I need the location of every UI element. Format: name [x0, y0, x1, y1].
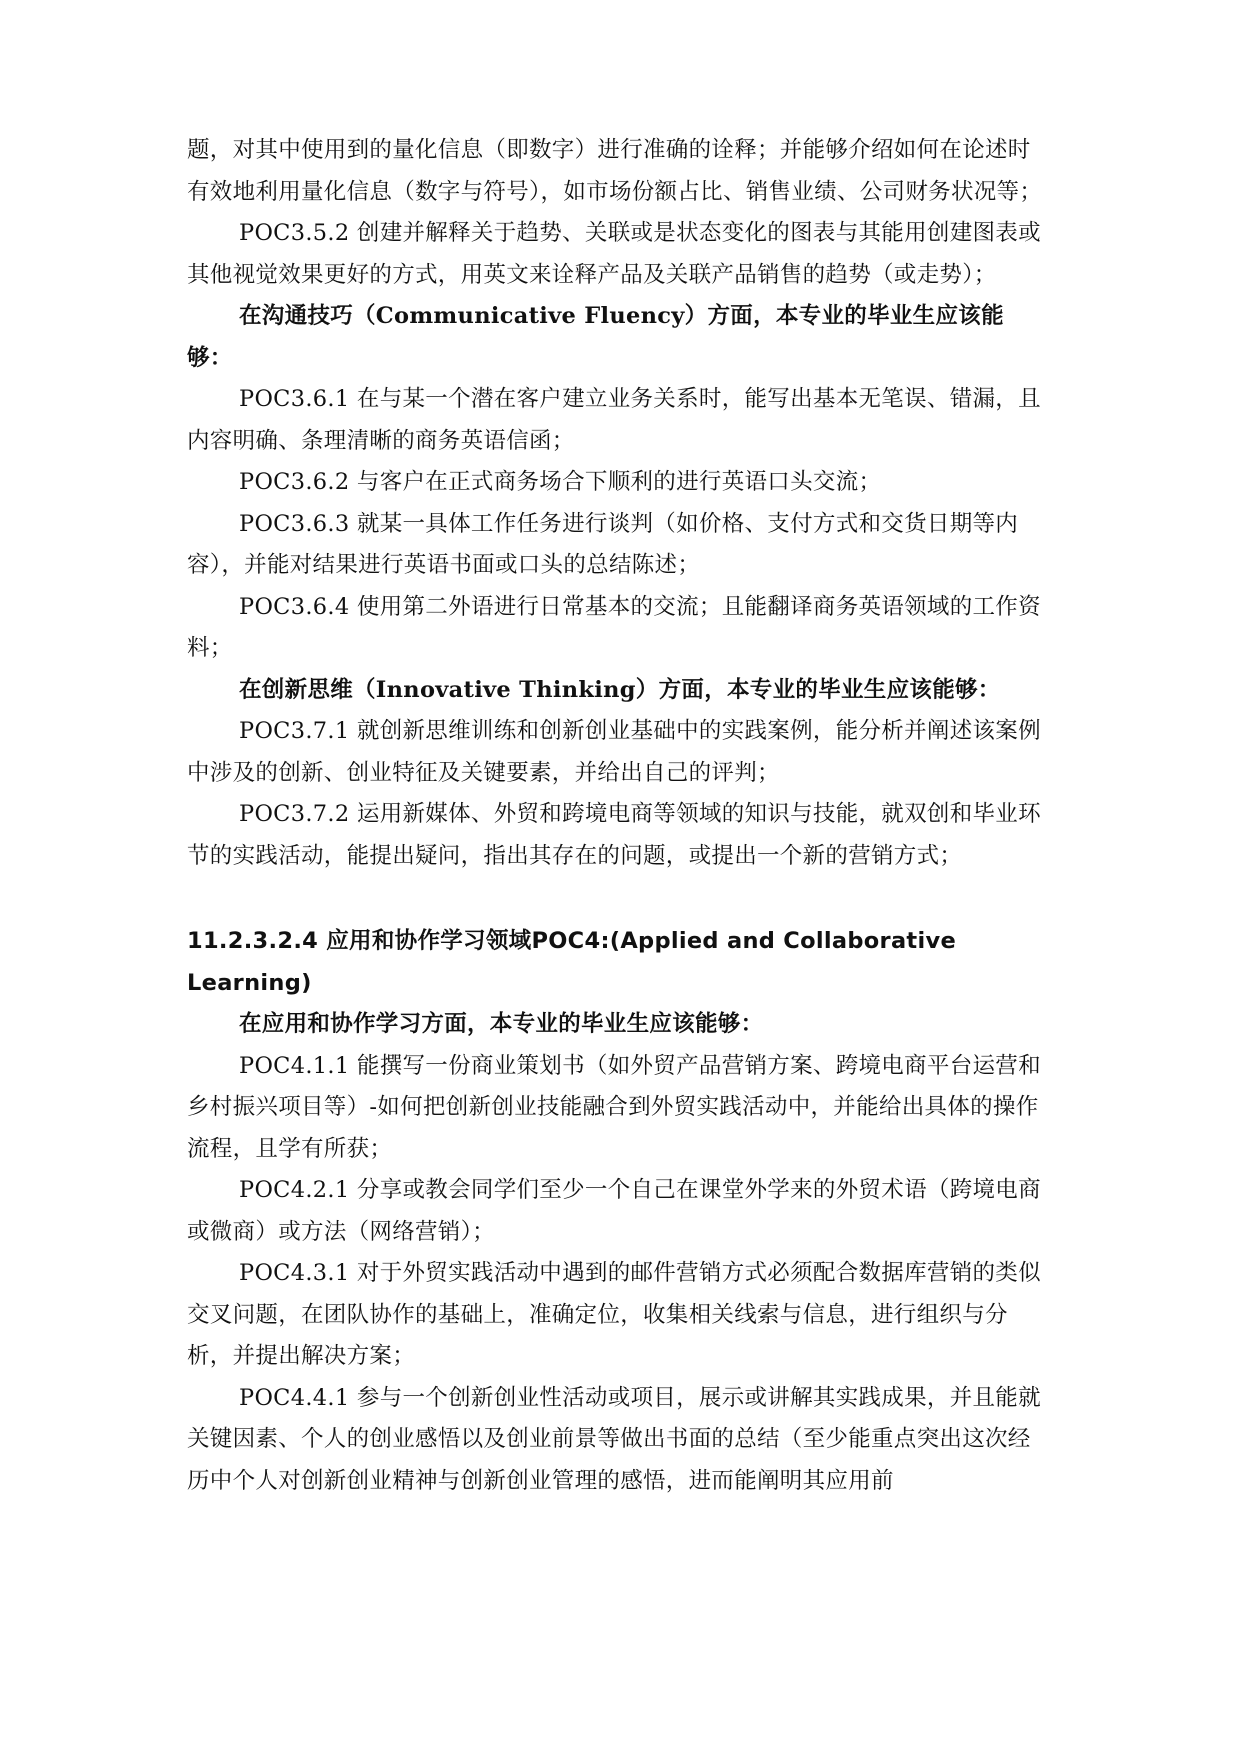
subsection-heading: 在应用和协作学习方面，本专业的毕业生应该能够：: [239, 1011, 764, 1037]
subsection-heading: 在创新思维（Innovative Thinking）方面，本专业的毕业生应该能够：: [239, 676, 1001, 703]
paragraph: POC3.7.2 运用新媒体、外贸和跨境电商等领域的知识与技能，就双创和毕业环节的实践活动，能提出疑问，指出其存在的问题，或提出一个新的营销方式；: [187, 801, 1041, 869]
paragraph: POC3.6.4 使用第二外语进行日常基本的交流；且能翻译商务英语领域的工作资料；: [187, 593, 1041, 661]
paragraph: POC3.5.2 创建并解释关于趋势、关联或是状态变化的图表与其能用创建图表或其他视觉效果更好的方式，用英文来诠释产品及关联产品销售的趋势（或走势）；: [187, 220, 1041, 288]
paragraph: 题，对其中使用到的量化信息（即数字）进行准确的诠释；并能够介绍如何在论述时有效地利用量化信息（数字与符号），如市场份额占比、销售业绩、公司财务状况等；: [187, 137, 1043, 205]
paragraph: POC3.6.2 与客户在正式商务场合下顺利的进行英语口头交流；: [239, 469, 882, 495]
paragraph: POC3.6.3 就某一具体工作任务进行谈判（如价格、支付方式和交货日期等内容），并能对结果进行英语书面或口头的总结陈述；: [187, 510, 1019, 578]
paragraph: POC4.4.1 参与一个创新创业性活动或项目，展示或讲解其实践成果，并且能就关键因素、个人的创业感悟以及创业前景等做出书面的总结（至少能重点突出这次经历中个人对创新创业精神与创新创业管理的感悟，进而能阐明其应用前: [187, 1384, 1041, 1494]
paragraph: POC4.1.1 能撰写一份商业策划书（如外贸产品营销方案、跨境电商平台运营和乡村振兴项目等）-如何把创新创业技能融合到外贸实践活动中，并能给出具体的操作流程，且学有所获；: [187, 1052, 1041, 1162]
paragraph: POC3.7.1 就创新思维训练和创新创业基础中的实践案例，能分析并阐述该案例中涉及的创新、创业特征及关键要素，并给出自己的评判；: [187, 718, 1041, 786]
paragraph: POC4.3.1 对于外贸实践活动中遇到的邮件营销方式必须配合数据库营销的类似交叉问题，在团队协作的基础上，准确定位，收集相关线索与信息，进行组织与分析，并提出解决方案；: [187, 1260, 1041, 1369]
spacer: [187, 877, 1047, 921]
section-heading: 11.2.3.2.4 应用和协作学习领域POC4:(Applied and Collaborative Learning): [187, 928, 957, 996]
paragraph: POC3.6.1 在与某一个潜在客户建立业务关系时，能写出基本无笔误、错漏，且内容明确、条理清晰的商务英语信函；: [187, 386, 1041, 454]
paragraph: POC4.2.1 分享或教会同学们至少一个自己在课堂外学来的外贸术语（跨境电商或微商）或方法（网络营销）；: [187, 1177, 1041, 1245]
subsection-heading: 在沟通技巧（Communicative Fluency）方面，本专业的毕业生应该能够：: [187, 303, 1004, 371]
body-text: [187, 130, 1047, 1502]
